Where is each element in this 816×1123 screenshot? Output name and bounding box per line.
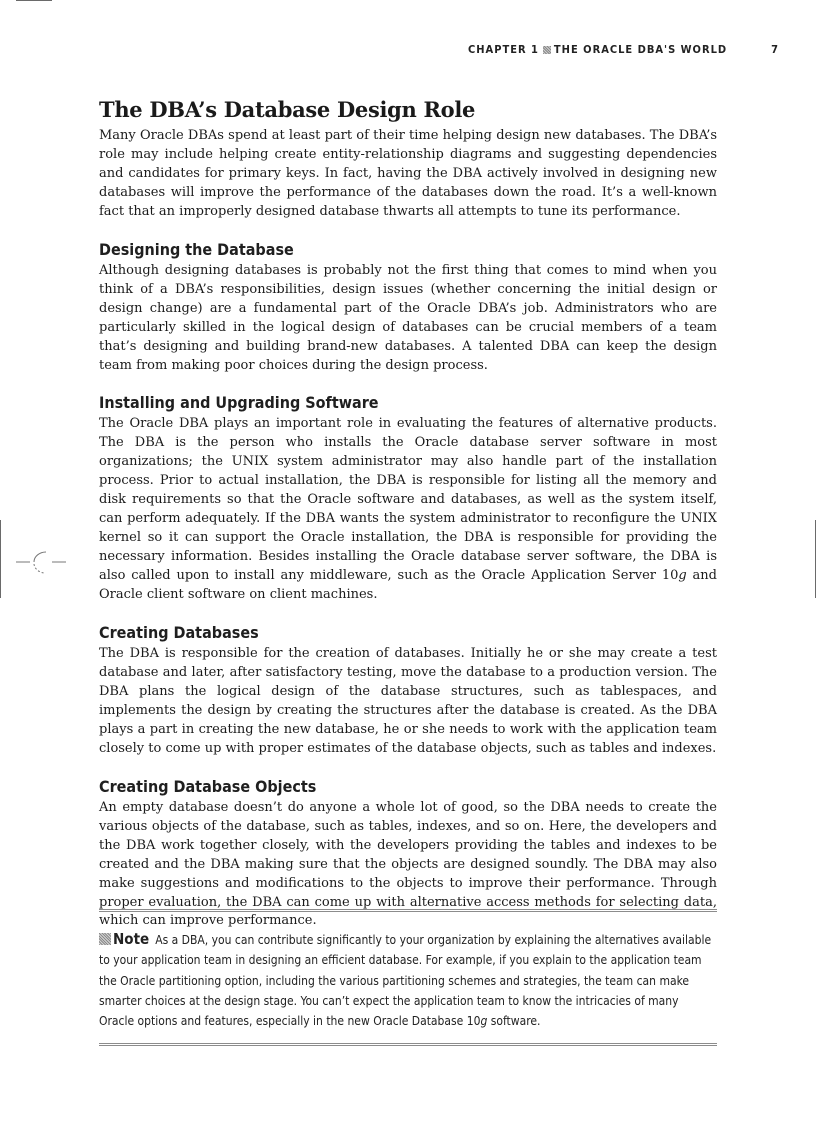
page-title: The DBA’s Database Design Role	[99, 97, 476, 122]
crop-mark-left-vertical	[0, 520, 1, 598]
section-heading-designing: Designing the Database	[99, 239, 294, 259]
running-header	[468, 43, 778, 59]
header-square-icon	[543, 46, 551, 54]
note-version-suffix: g	[480, 1014, 488, 1029]
crop-mark-top-left	[16, 0, 52, 1]
page-number: 7	[771, 43, 778, 56]
page-body	[99, 97, 717, 931]
section-heading-creating-objects: Creating Database Objects	[99, 776, 317, 796]
note-text-part-2: software.	[487, 1014, 541, 1029]
chapter-title: THE ORACLE DBA'S WORLD	[553, 43, 728, 56]
section-heading-installing: Installing and Upgrading Software	[99, 393, 379, 413]
installing-text-part-1: The Oracle DBA plays an important role in evaluating the features of alternative products. The DBA is the person who installs the Oracle database server software in most organizations; the UNIX system administrator may also handle part of the installation process. Prior to actual installation, the DBA is responsible for listing all the memory and disk requirements so that the Oracle software and databases, as well as the system itself, can perform adequately. If the DBA wants the system administrator to reconfigure the UNIX kernel so it can support the Oracle installation, the DBA is responsible for providing the necessary information. Besides installing the Oracle database server software, the DBA is also called upon to install any middleware, such as the Oracle Application Server 10	[99, 416, 717, 584]
section-body-creating-databases: The DBA is responsible for the creation of databases. Initially he or she may create a test database and later, after satisfactory testing, move the database to a production version. The DBA plans the logical design of the database structures, such as tablespaces, and implements the design by creating the structures after the database is created. As the DBA plays a part in creating the new database, he or she needs to work with the application team closely to come up with proper estimates of the database objects, such as tables and indexes.	[99, 646, 717, 756]
note-text-part-1: As a DBA, you can contribute significantly to your organization by explaining the alternatives available to your application team in designing an efficient database. For example, if you explain to the application team the Oracle partitioning option, including the various partitioning schemes and strategies, the team can make smarter choices at the design stage. You can’t expect the application team to know the intricacies of many Oracle options and features, especially in the new Oracle Database 10	[99, 933, 712, 1029]
section-heading-creating-databases: Creating Databases	[99, 623, 259, 643]
installing-version-suffix: g	[678, 568, 687, 584]
section-body-installing	[99, 415, 717, 605]
section-body-designing: Although designing databases is probably not the first thing that comes to mind when you think of a DBA’s responsibilities, design issues (whether concerning the initial design or design change) are a fundamental part of the Oracle DBA’s job. Administrators who are particularly skilled in the logical design of databases can be crucial members of a team that’s designing and building brand-new databases. A talented DBA can keep the design team from making poor choices during the design process.	[99, 262, 717, 373]
installing-text-part-2: and Oracle client software on client machines.	[99, 568, 717, 603]
registration-mark-icon	[16, 546, 66, 578]
section-body-creating-objects: An empty database doesn’t do anyone a whole lot of good, so the DBA needs to create the various objects of the database, such as tables, indexes, and so on. Here, the developers and the DBA work together closely, with the developers providing the tables and indexes to be created and the DBA making sure that the objects are designed soundly. The DBA may also make suggestions and modifications to the objects to improve their performance. Through proper evaluation, the DBA can come up with alternative access methods for selecting data, which can improve performance.	[99, 799, 717, 929]
note-text	[99, 929, 717, 1031]
note-box	[99, 909, 717, 1046]
note-label-text: Note	[113, 930, 150, 948]
note-label	[99, 930, 149, 948]
chapter-label: CHAPTER 1	[468, 43, 539, 56]
intro-paragraph: Many Oracle DBAs spend at least part of their time helping design new databases. The DBA’s role may include helping create entity-relationship diagrams and suggesting dependencies and candidates for primary keys. In fact, having the DBA actively involved in designing new databases will improve the performance of the databases down the road. It’s a well-known fact that an improperly designed database thwarts all attempts to tune its performance.	[99, 128, 717, 219]
note-square-icon	[99, 933, 111, 945]
